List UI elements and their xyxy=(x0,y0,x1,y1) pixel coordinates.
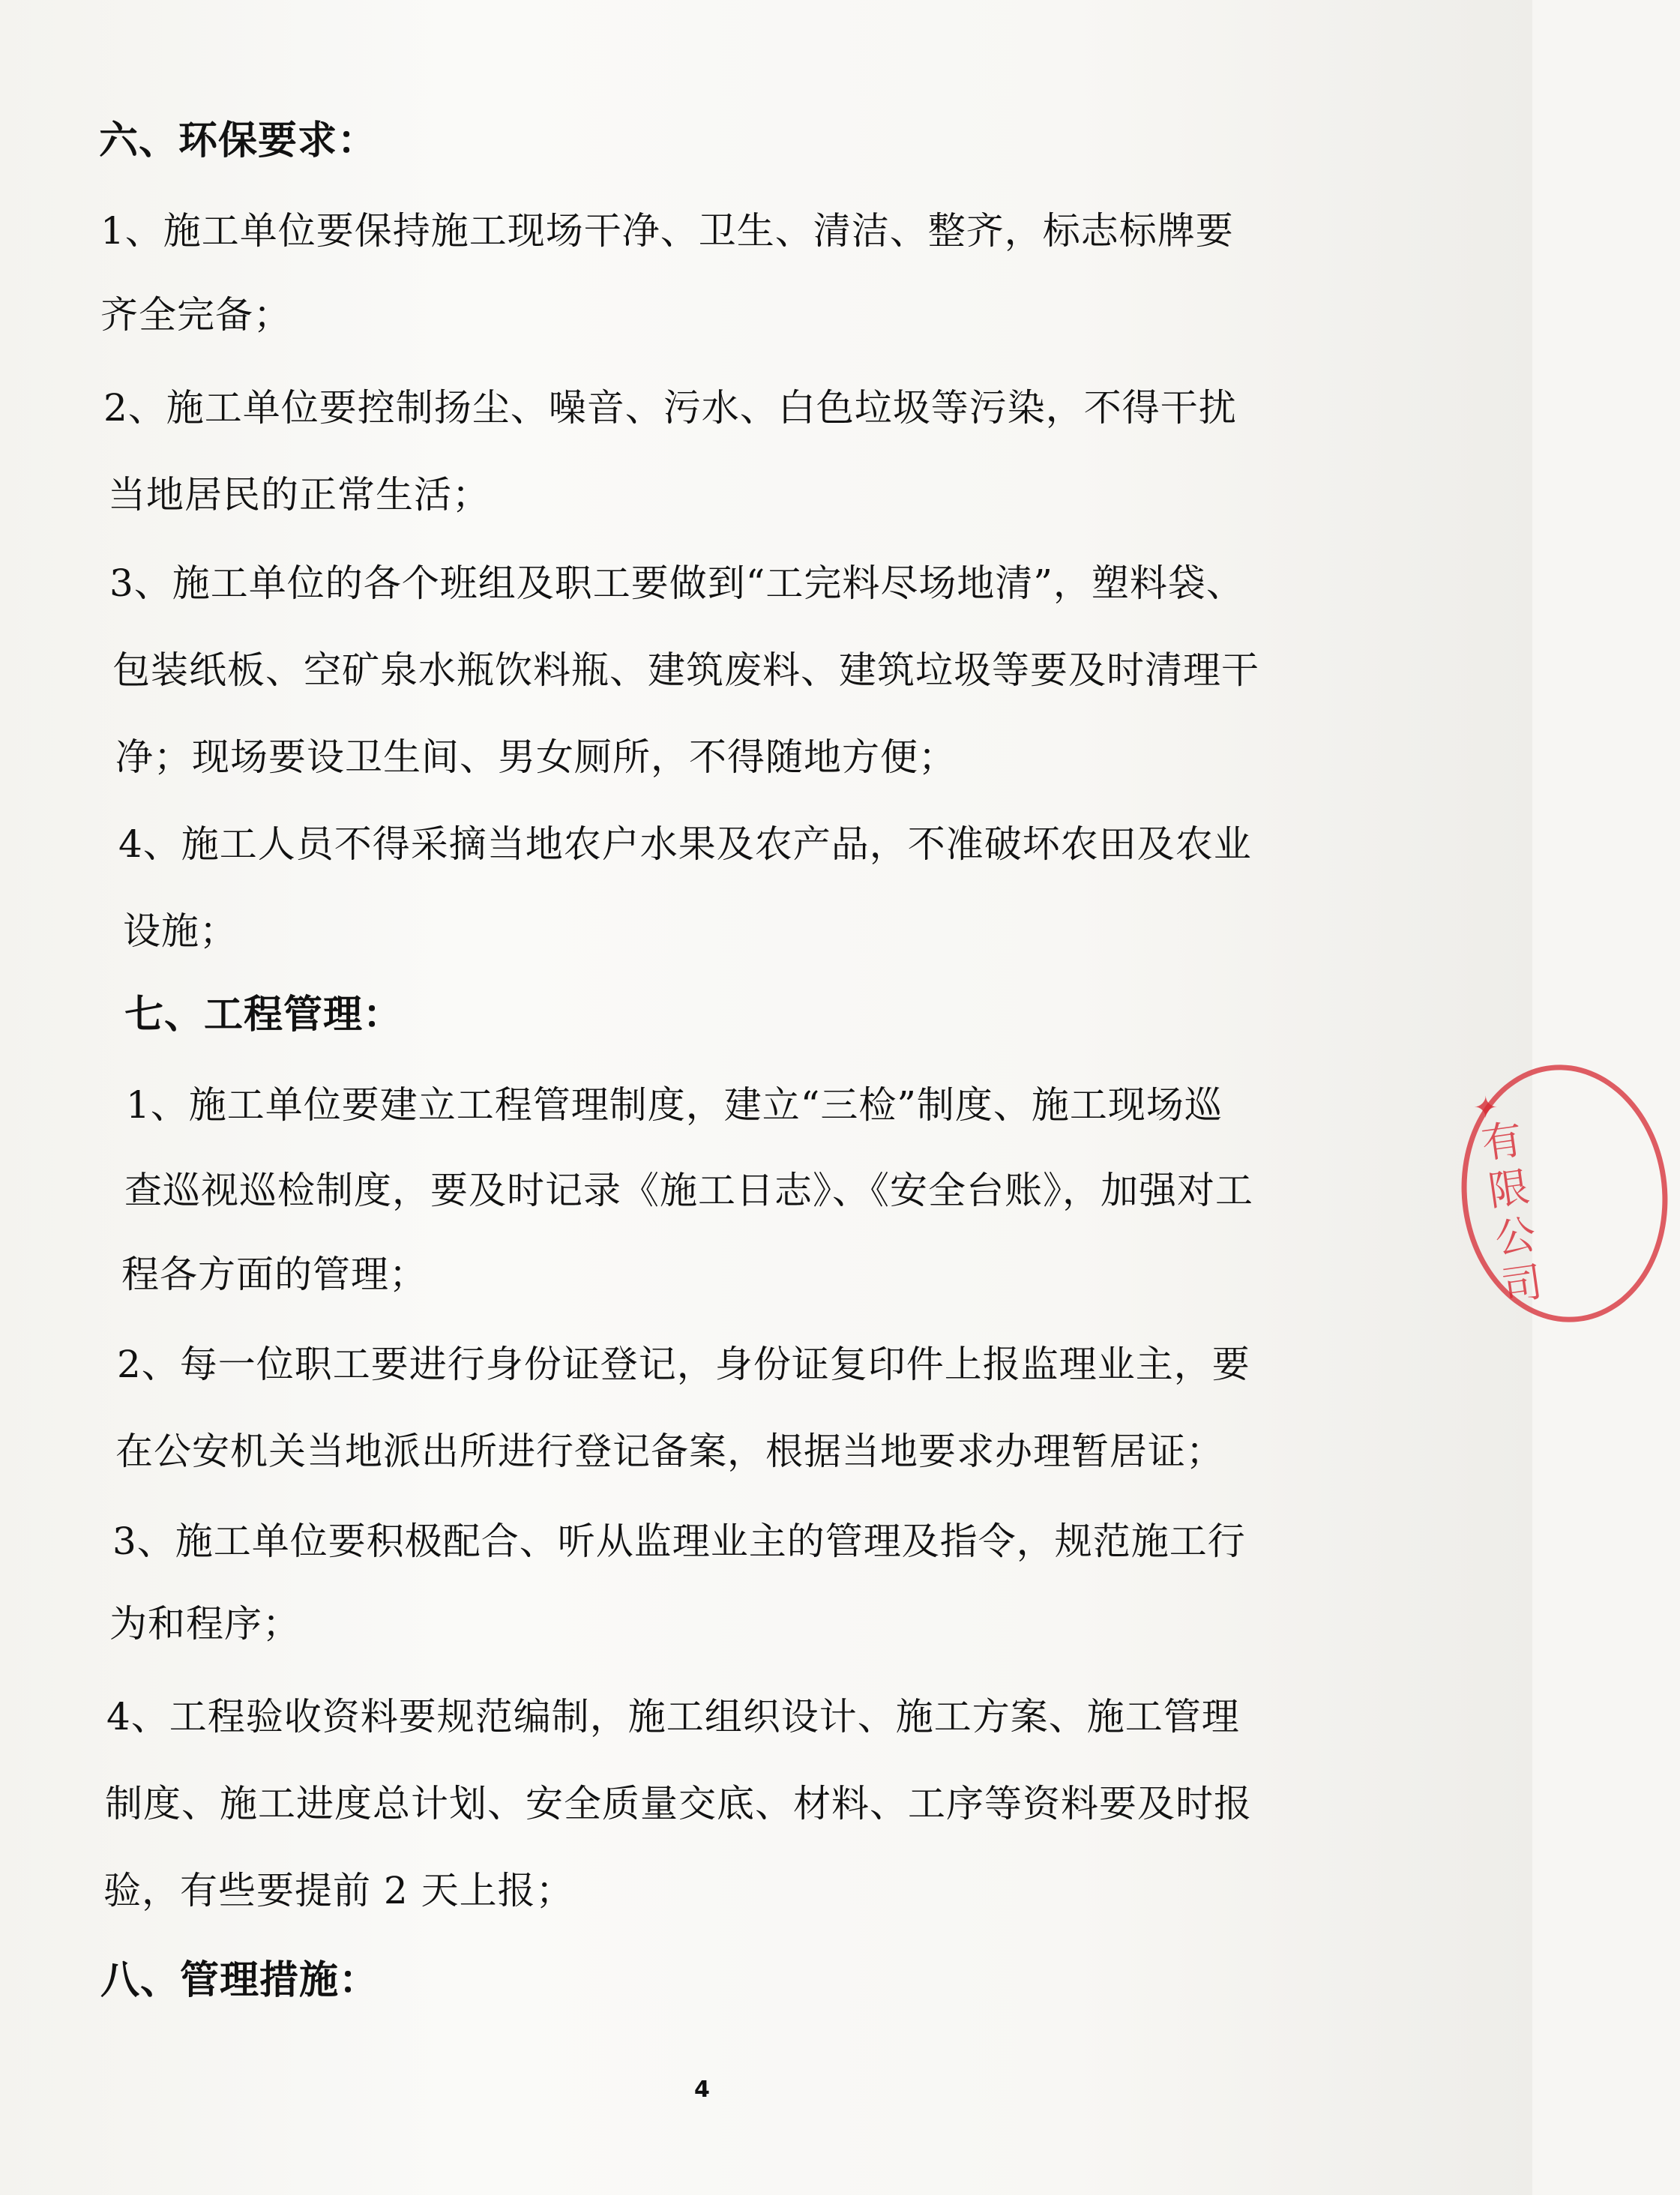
paragraph-line: 3、施工单位要积极配合、听从监理业主的管理及指令，规范施工行 xyxy=(112,1520,1246,1563)
paragraph-line: 制度、施工进度总计划、安全质量交底、材料、工序等资料要及时报 xyxy=(105,1782,1252,1825)
paragraph-line: 2、施工单位要控制扬尘、噪音、污水、白色垃圾等污染，不得干扰 xyxy=(103,386,1237,430)
paragraph-line: 齐全完备； xyxy=(100,293,292,337)
seal-star-icon: ✦ xyxy=(1473,1091,1499,1125)
seal-text: 有限公司 xyxy=(1478,1115,1546,1310)
page-number: 4 xyxy=(694,2077,710,2103)
section-heading-environmental: 六、环保要求： xyxy=(99,118,378,163)
paragraph-line: 1、施工单位要建立工程管理制度，建立“三检”制度、施工现场巡 xyxy=(126,1083,1223,1127)
paragraph-line: 净；现场要设卫生间、男女厕所，不得随地方便； xyxy=(115,735,957,779)
paragraph-line: 当地居民的正常生活； xyxy=(108,473,490,517)
section-heading-management-measures: 八、管理措施： xyxy=(100,1957,379,2003)
paragraph-line: 验，有些要提前 2 天上报； xyxy=(103,1869,574,1912)
paragraph-line: 4、工程验收资料要规范编制，施工组织设计、施工方案、施工管理 xyxy=(106,1695,1240,1738)
paragraph-line: 包装纸板、空矿泉水瓶饮料瓶、建筑废料、建筑垃圾等要及时清理干 xyxy=(112,648,1259,692)
paragraph-line: 程各方面的管理； xyxy=(121,1253,427,1296)
paragraph-line: 1、施工单位要保持施工现场干净、卫生、清洁、整齐，标志标牌要 xyxy=(100,209,1234,253)
section-heading-project-management: 七、工程管理： xyxy=(124,992,403,1038)
paragraph-line: 4、施工人员不得采摘当地农户水果及农产品，不准破坏农田及农业 xyxy=(118,822,1252,866)
paragraph-line: 2、每一位职工要进行身份证登记，身份证复印件上报监理业主，要 xyxy=(117,1343,1250,1386)
paragraph-line: 查巡视巡检制度，要及时记录《施工日志》、《安全台账》，加强对工 xyxy=(124,1169,1253,1212)
paragraph-line: 为和程序； xyxy=(109,1602,301,1646)
paragraph-line: 3、施工单位的各个班组及职工要做到“工完料尽场地清”，塑料袋、 xyxy=(109,561,1244,605)
paragraph-line: 在公安机关当地派出所进行登记备案，根据当地要求办理暂居证； xyxy=(115,1430,1224,1473)
paragraph-line: 设施； xyxy=(123,909,238,953)
